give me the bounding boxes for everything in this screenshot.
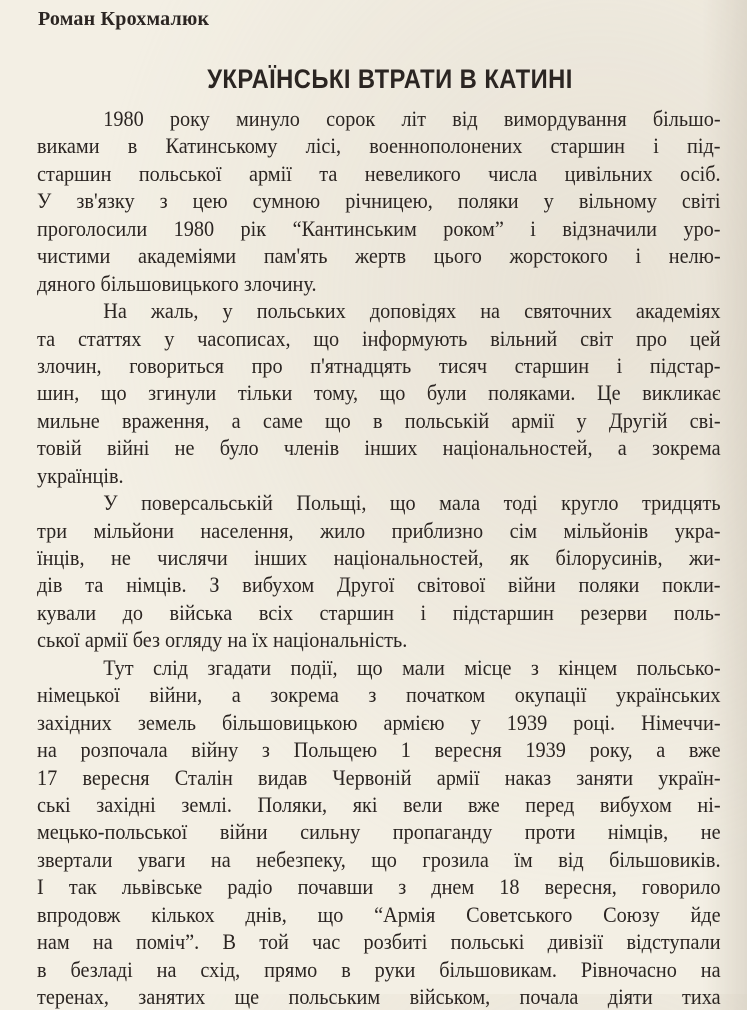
text-line: в безладі на схід, прямо в руки більшовикам. Рівночасно на [37,956,721,982]
text-line: товій війні не було членів інших національностей, а зокрема [37,435,721,461]
text-line: та статтях у часописах, що інформують вільний світ про цей [37,325,721,351]
text-line: чистими академіями пам'ять жертв цього жорстокого і нелю- [37,243,721,269]
text-line: три мільйони населення, жило приблизно сім мільйонів укра- [37,517,721,543]
text-line: виками в Катинському лісі, военнополонених старшин і під- [37,133,721,159]
text-line: дів та німців. З вибухом Другої світової війни поляки покли- [37,572,721,598]
text-line: 1980 року минуло сорок літ від вимордування більшо- [103,106,721,131]
author-name: Роман Крохмалюк [38,8,210,30]
text-line: шин, що згинули тільки тому, що були поляками. Це викликає [37,380,721,406]
text-line: мецько-польської війни сильну пропаганду проти німців, не [37,819,721,845]
text-line: на розпочала війну з Польщею 1 вересня 1939 року, а вже [37,737,721,763]
text-line: Тут слід згадати події, що мали місце з кінцем польсько- [103,654,721,680]
text-line: ські західні землі. Поляки, які вели вже перед вибухом ні- [37,791,721,817]
paragraph [37,654,721,1010]
text-line: українців. [37,462,124,488]
text-line: німецької війни, а зокрема з початком окупації українських [37,682,721,708]
text-line: їнців, не числячи інших національностей, як білорусинів, жи- [37,545,721,570]
text-line: злочин, говориться про п'ятнадцять тисяч старшин і підстар- [37,352,721,378]
text-line: 17 вересня Сталін видав Червоній армії наказ заняти україн- [37,764,721,790]
text-line: звертали уваги на небезпеку, що грозила їм від більшовиків. [37,846,721,872]
text-line: У зв'язку з цею сумною річницею, поляки у вільному світі [37,188,721,214]
text-line: теренах, занятих ще польським військом, почала діяти тиха [37,984,721,1009]
article-title: УКРАЇНСЬКІ ВТРАТИ В КАТИНІ [207,64,573,94]
paragraph [37,105,721,297]
paragraph [37,297,721,489]
text-line: У поверсальській Польщі, що мала тоді кругло тридцять [103,490,721,516]
paragraph [37,489,721,654]
text-line: мильне враження, а саме що в польській армії у Другій сві- [37,407,721,433]
text-line: впродовж кількох днів, що “Армія Советського Союзу йде [37,901,721,927]
text-line: І так львівське радіо почавши з днем 18 вересня, говорило [37,874,721,900]
text-line: дяного більшовицького злочину. [37,270,317,296]
text-line: ської армії без огляду на їх національність. [37,627,408,653]
text-line: На жаль, у польських доповідях на святочних академіях [103,298,721,324]
text-line: західних земель більшовицькою армією у 1939 році. Німеччи- [37,709,721,735]
text-line: нам на поміч”. В той час розбиті польські дивізії відступали [37,929,721,955]
text-line: кували до війська всіх старшин і підстаршин резерви поль- [37,599,721,625]
article-body [37,105,721,1010]
text-line: проголосили 1980 рік “Кантинським роком” і відзначили уро- [37,215,721,241]
text-line: старшин польської армії та невеликого числа цивільних осіб. [37,160,721,186]
